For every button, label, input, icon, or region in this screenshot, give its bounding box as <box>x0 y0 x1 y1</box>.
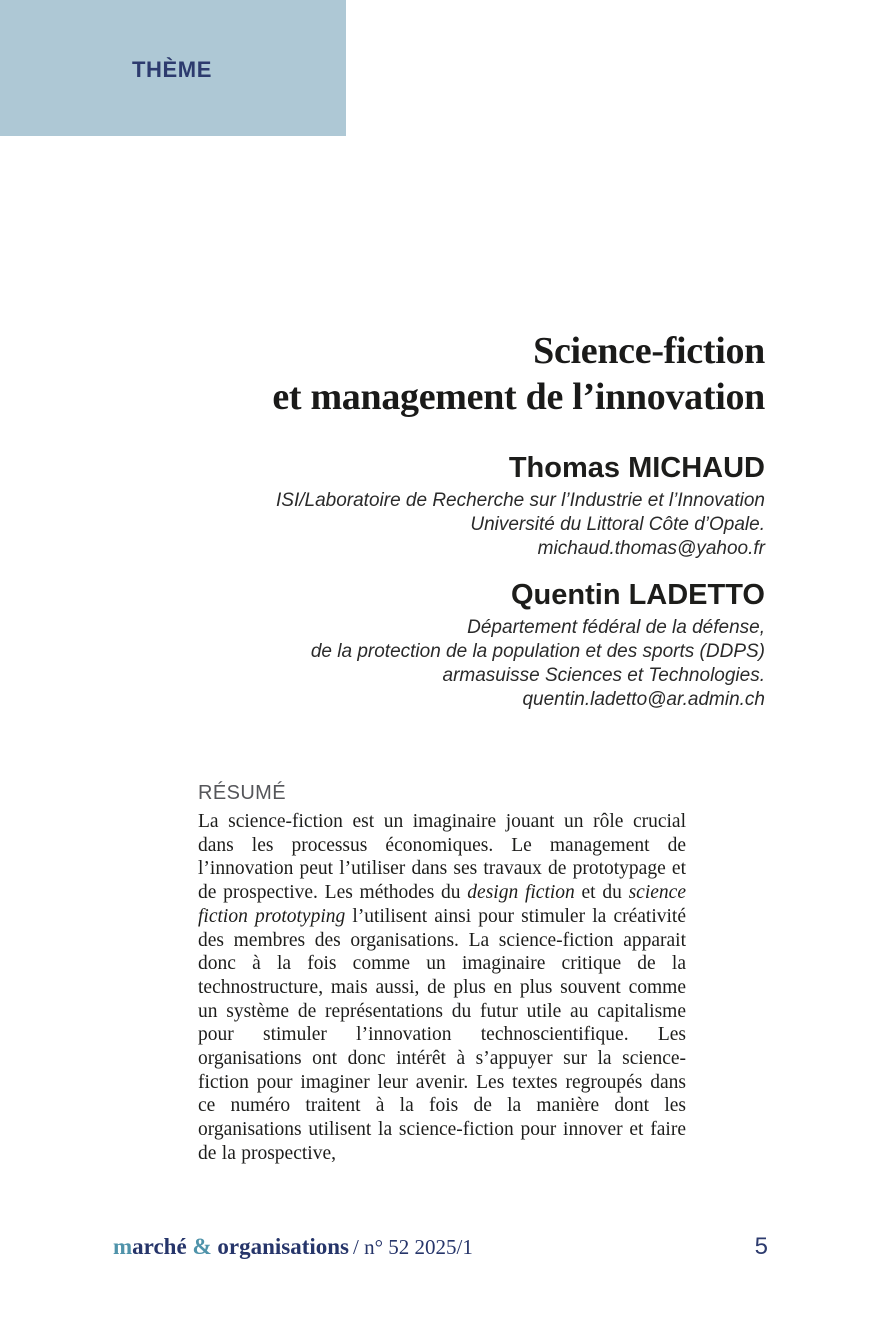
journal-name-rest: organisations <box>217 1234 349 1259</box>
author-1-affiliation-line2: Université du Littoral Côte d’Opale. <box>470 514 765 535</box>
article-title-line1: Science-fiction <box>533 330 765 372</box>
authors-block <box>100 449 765 712</box>
author-1-affiliation-line1: ISI/Laboratoire de Recherche sur l’Industrie et l’Innovation <box>276 490 765 511</box>
article-title <box>100 328 765 420</box>
author-2-affiliation-line1: Département fédéral de la défense, <box>467 617 765 638</box>
author-2-affiliation-line2: de la protection de la population et des sports (DDPS) <box>310 641 765 662</box>
article-title-line2: et management de l’innovation <box>272 376 765 418</box>
journal-name <box>113 1234 349 1259</box>
page-number: 5 <box>754 1233 768 1260</box>
page-footer <box>113 1233 768 1261</box>
abstract-label: RÉSUMÉ <box>198 782 286 804</box>
author-1-affiliation <box>100 489 765 561</box>
abstract-text: La science-fiction est un imaginaire jouant un rôle crucial dans les processus économiques. Le management de l’innovation peut l’utiliser dans ses travaux de prototypage et de prospective. Les méthodes du design fiction et du science fiction prototyping l’utilisent ainsi pour stimuler la créativité des membres des organisations. La science-fiction apparait donc à la fois comme un imaginaire critique de la technostructure, mais aussi, de plus en plus souvent comme un système de représentations du futur utile au capitalisme pour stimuler l’innovation technoscientifique. Les organisations ont donc intérêt à s’appuyer sur la science-fiction pour imaginer leur avenir. Les textes regroupés dans ce numéro traitent à la fois de la manière dont les organisations utilisent la science-fiction pour innover et faire de la prospective, <box>198 811 686 1164</box>
footer-left <box>113 1234 473 1260</box>
journal-ampersand: & <box>192 1234 212 1259</box>
author-2-email: quentin.ladetto@ar.admin.ch <box>522 689 765 710</box>
author-2 <box>100 576 765 712</box>
author-1-email: michaud.thomas@yahoo.fr <box>537 538 765 559</box>
theme-banner <box>0 0 346 136</box>
abstract-section <box>198 782 686 1166</box>
author-2-affiliation-line3: armasuisse Sciences et Technologies. <box>442 665 765 686</box>
journal-name-initial: m <box>113 1234 133 1259</box>
author-1 <box>100 449 765 561</box>
author-1-name: Thomas MICHAUD <box>508 452 765 484</box>
author-2-name: Quentin LADETTO <box>510 579 765 611</box>
theme-banner-label: THÈME <box>132 57 212 82</box>
issue-info: / n° 52 2025/1 <box>353 1235 473 1259</box>
journal-name-part: arché <box>132 1234 187 1259</box>
author-2-affiliation <box>100 616 765 712</box>
